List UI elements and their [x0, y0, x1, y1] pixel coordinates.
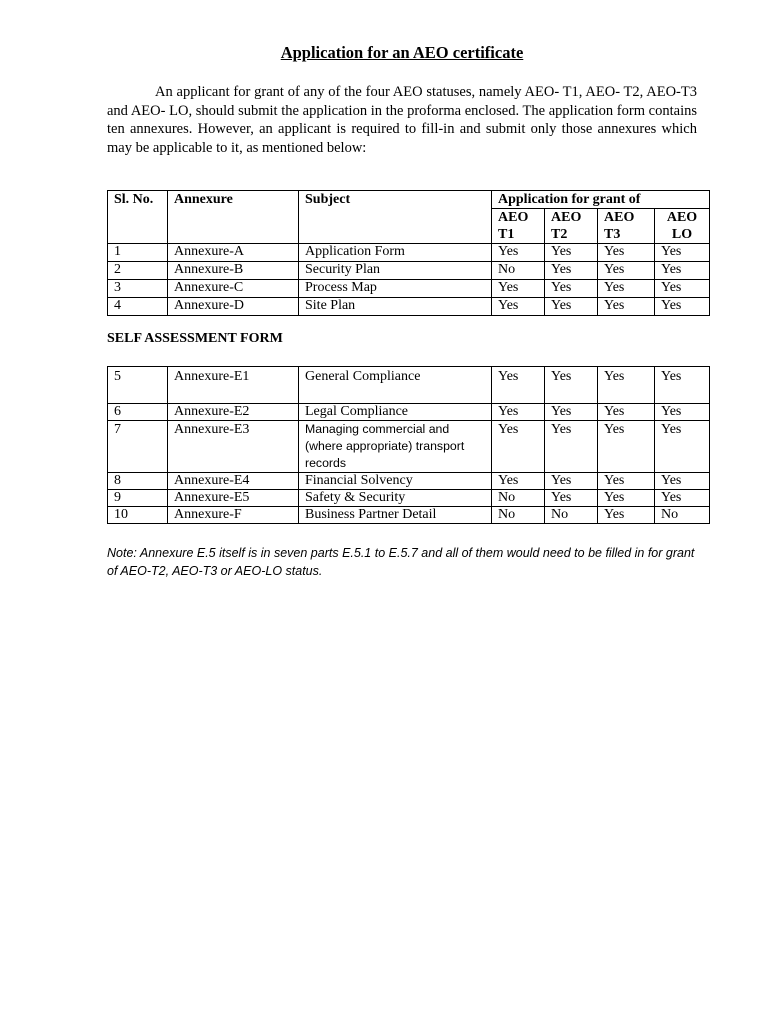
- table-row: 7 Annexure-E3 Managing commercial and (where appropriate) transport records Yes Yes Yes Yes: [108, 421, 710, 473]
- table-row: 4 Annexure-D Site Plan Yes Yes Yes Yes: [108, 298, 710, 316]
- page-title: Application for an AEO certificate: [280, 43, 524, 62]
- header-subject: Subject: [299, 191, 492, 244]
- table-row: 6 Annexure-E2 Legal Compliance Yes Yes Yes Yes: [108, 404, 710, 421]
- table-row: 5 Annexure-E1 General Compliance Yes Yes Yes Yes: [108, 367, 710, 404]
- table-row: 8 Annexure-E4 Financial Solvency Yes Yes Yes Yes: [108, 473, 710, 490]
- table-row: 2 Annexure-B Security Plan No Yes Yes Yes: [108, 262, 710, 280]
- footnote: Note: Annexure E.5 itself is in seven parts E.5.1 to E.5.7 and all of them would need to be filled in for grant of AEO-T2, AEO-T3 or AEO-LO status.: [107, 546, 695, 578]
- section-heading-self-assessment: SELF ASSESSMENT FORM: [107, 331, 283, 346]
- table-row: 10 Annexure-F Business Partner Detail No No Yes No: [108, 507, 710, 524]
- header-annexure: Annexure: [168, 191, 299, 244]
- header-application-for-grant: Application for grant of: [492, 191, 710, 209]
- header-aeo-t3: AEO T3: [598, 209, 655, 244]
- header-sl-no: Sl. No.: [108, 191, 168, 244]
- table-row: 1 Annexure-A Application Form Yes Yes Yes Yes: [108, 244, 710, 262]
- header-aeo-t1: AEO T1: [492, 209, 545, 244]
- annexure-table: [107, 190, 710, 316]
- self-assessment-table: [107, 366, 710, 524]
- header-aeo-t2: AEO T2: [545, 209, 598, 244]
- table-row: 3 Annexure-C Process Map Yes Yes Yes Yes: [108, 280, 710, 298]
- header-aeo-lo: AEO LO: [655, 209, 710, 244]
- intro-paragraph: An applicant for grant of any of the four AEO statuses, namely AEO- T1, AEO- T2, AEO-T3 and AEO- LO, should submit the application in the proforma enclosed. The application form contains ten annexures. However, an applicant is required to fill-in and submit only those annexures which may be applicable to it, as mentioned below:: [107, 84, 697, 157]
- table-row: 9 Annexure-E5 Safety & Security No Yes Yes Yes: [108, 490, 710, 507]
